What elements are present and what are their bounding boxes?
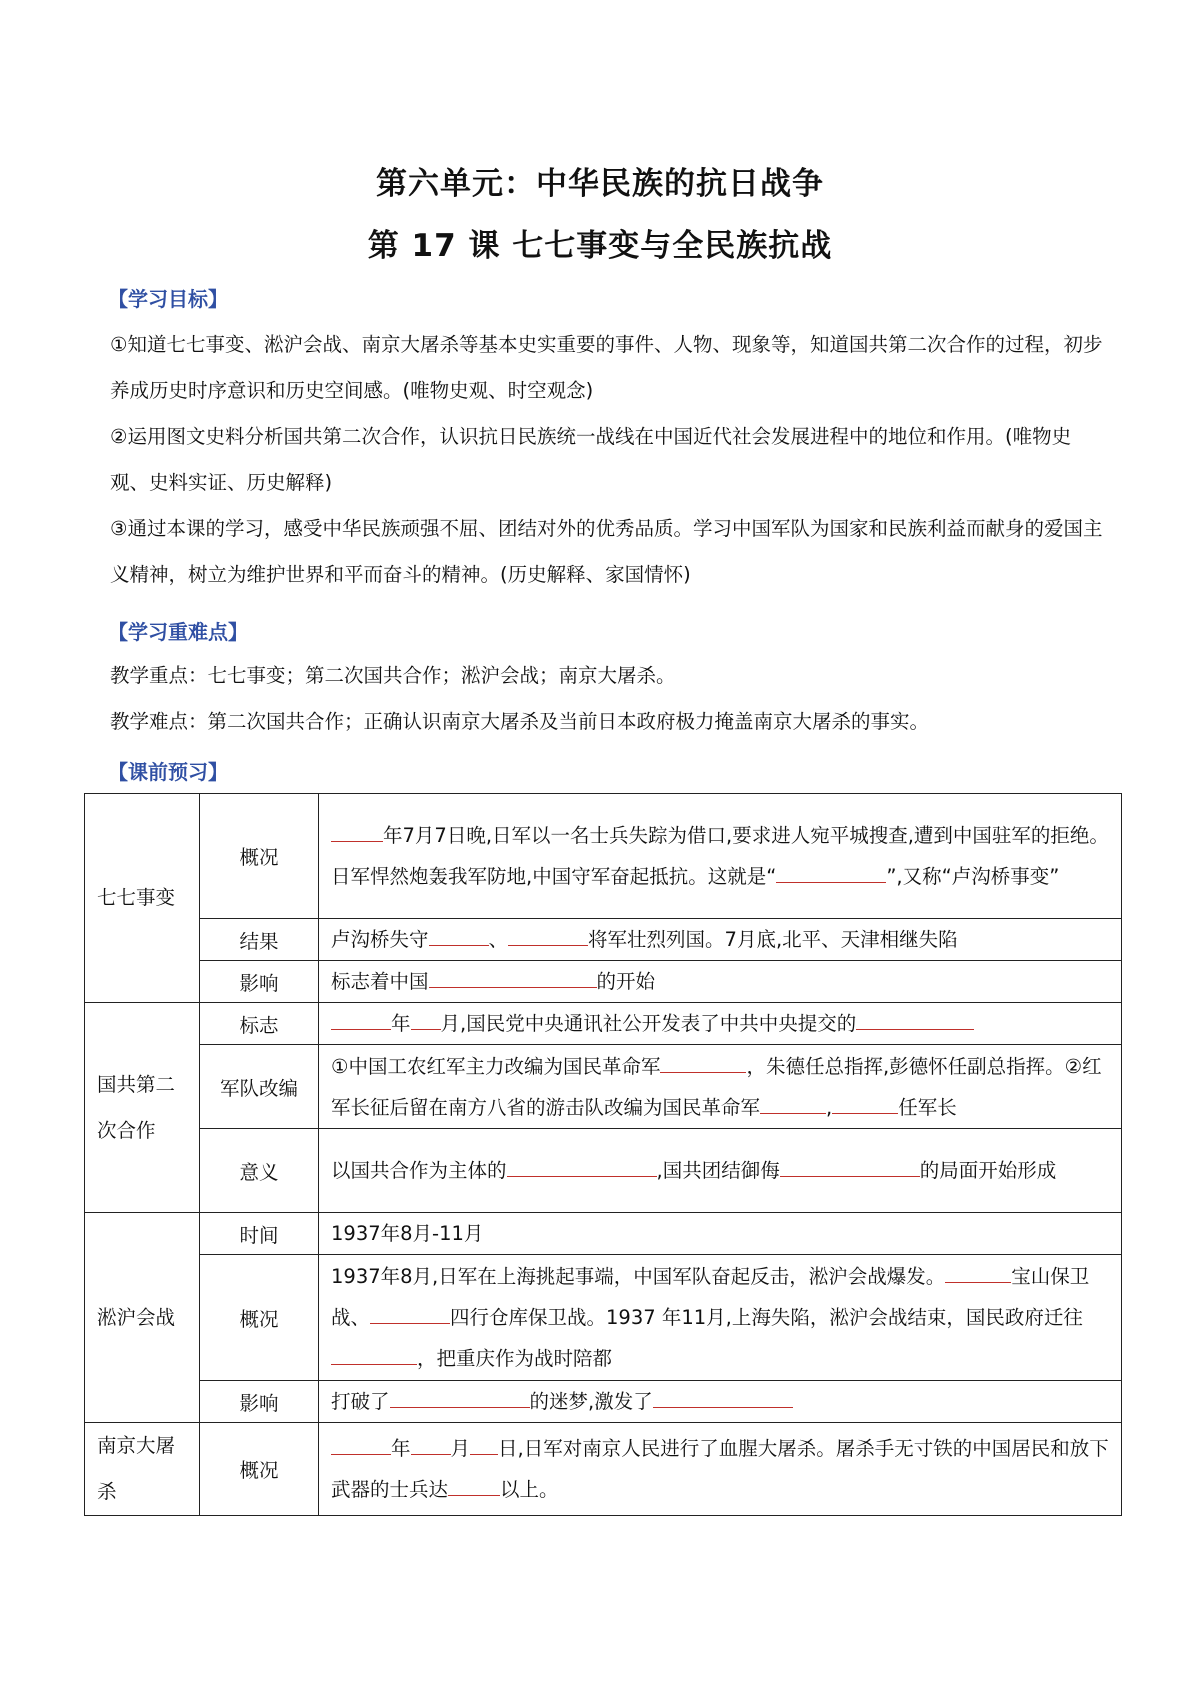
- row-category: 七七事变: [85, 794, 200, 1003]
- fill-blank[interactable]: [856, 1011, 974, 1030]
- fill-blank[interactable]: [470, 1436, 498, 1455]
- table-row: [85, 1213, 1122, 1255]
- row-subcategory: 标志: [200, 1003, 319, 1045]
- table-row: [85, 1045, 1122, 1129]
- teaching-difficulty: 教学难点：第二次国共合作；正确认识南京大屠杀及当前日本政府极力掩盖南京大屠杀的事实。: [110, 710, 930, 733]
- fill-blank[interactable]: [429, 927, 489, 946]
- row-content: 年 月,国民党中央通讯社公开发表了中共中央提交的: [319, 1003, 1122, 1045]
- row-subcategory: 影响: [200, 961, 319, 1003]
- fill-blank[interactable]: [945, 1264, 1011, 1283]
- row-content: 卢沟桥失守 、 将军壮烈列国。7月底,北平、天津相继失陷: [319, 919, 1122, 961]
- fill-blank[interactable]: [780, 1158, 920, 1177]
- row-content: 1937年8月-11月: [319, 1213, 1122, 1255]
- table-row: [85, 794, 1122, 919]
- fill-blank[interactable]: [331, 1436, 391, 1455]
- table-row: [85, 919, 1122, 961]
- row-content: 1937年8月,日军在上海挑起事端，中国军队奋起反击，淞沪会战爆发。 宝山保卫战、 四行仓库保卫战。1937 年11月,上海失陷，淞沪会战结束，国民政府迁往，把重庆作为战时陪都: [319, 1255, 1122, 1381]
- unit-title: 第六单元：中华民族的抗日战争: [376, 166, 824, 202]
- fill-blank[interactable]: [331, 823, 383, 842]
- row-category: 淞沪会战: [85, 1213, 200, 1423]
- fill-blank[interactable]: [832, 1095, 898, 1114]
- table-row: [85, 1129, 1122, 1213]
- objective-item-1: ①知道七七事变、淞沪会战、南京大屠杀等基本史实重要的事件、人物、现象等，知道国共第二次合作的过程，初步养成历史时序意识和历史空间感。(唯物史观、时空观念): [110, 333, 1103, 402]
- key-points-body: [110, 653, 1110, 745]
- row-subcategory: 军队改编: [200, 1045, 319, 1129]
- row-content: 打破了 的迷梦,激发了: [319, 1381, 1122, 1423]
- fill-blank[interactable]: [660, 1054, 746, 1073]
- row-content: ①中国工农红军主力改编为国民革命军 ，朱德任总指挥,彭德怀任副总指挥。②红军长征后留在南方八省的游击队改编为国民革命军 , 任军长: [319, 1045, 1122, 1129]
- fill-blank[interactable]: [411, 1436, 451, 1455]
- row-content: 以国共合作为主体的 ,国共团结御侮 的局面开始形成: [319, 1129, 1122, 1213]
- table-row: [85, 961, 1122, 1003]
- table-row: [85, 1255, 1122, 1381]
- objectives-list: [110, 322, 1110, 598]
- row-subcategory: 时间: [200, 1213, 319, 1255]
- row-subcategory: 概况: [200, 1423, 319, 1516]
- table-row: [85, 1381, 1122, 1423]
- row-category: 南京大屠杀: [85, 1423, 200, 1516]
- row-content: 标志着中国 的开始: [319, 961, 1122, 1003]
- fill-blank[interactable]: [760, 1095, 826, 1114]
- row-content: 年7月7日晚,日军以一名士兵失踪为借口,要求进人宛平城搜查,遭到中国驻军的拒绝。日军悍然炮轰我军防地,中国守军奋起抵抗。这就是“ ”,又称“卢沟桥事变”: [319, 794, 1122, 919]
- lesson-title: 第 17 课 七七事变与全民族抗战: [367, 228, 833, 264]
- row-subcategory: 意义: [200, 1129, 319, 1213]
- fill-blank[interactable]: [331, 1346, 417, 1365]
- objective-item-3: ③通过本课的学习，感受中华民族顽强不屈、团结对外的优秀品质。学习中国军队为国家和民族利益而献身的爱国主义精神，树立为维护世界和平而奋斗的精神。(历史解释、家国情怀): [110, 517, 1103, 586]
- row-category: 国共第二次合作: [85, 1003, 200, 1213]
- fill-blank[interactable]: [411, 1011, 441, 1030]
- row-subcategory: 影响: [200, 1381, 319, 1423]
- fill-blank[interactable]: [370, 1305, 450, 1324]
- row-subcategory: 结果: [200, 919, 319, 961]
- row-content: 年 月 日,日军对南京人民进行了血腥大屠杀。屠杀手无寸铁的中国居民和放下武器的士兵达 以上。: [319, 1423, 1122, 1516]
- table-row: [85, 1003, 1122, 1045]
- fill-blank[interactable]: [429, 969, 597, 988]
- fill-blank[interactable]: [507, 1158, 657, 1177]
- fill-blank[interactable]: [653, 1389, 793, 1408]
- row-subcategory: 概况: [200, 1255, 319, 1381]
- row-subcategory: 概况: [200, 794, 319, 919]
- fill-blank[interactable]: [448, 1477, 500, 1496]
- key-points-heading: 【学习重难点】: [108, 620, 248, 644]
- fill-blank[interactable]: [390, 1389, 530, 1408]
- fill-blank[interactable]: [508, 927, 588, 946]
- objective-item-2: ②运用图文史料分析国共第二次合作，认识抗日民族统一战线在中国近代社会发展进程中的地位和作用。(唯物史观、史料实证、历史解释): [110, 425, 1072, 494]
- preview-table: [84, 793, 1122, 1516]
- fill-blank[interactable]: [776, 864, 886, 883]
- preview-heading: 【课前预习】: [108, 760, 228, 784]
- teaching-focus: 教学重点：七七事变；第二次国共合作；淞沪会战；南京大屠杀。: [110, 664, 676, 687]
- objectives-heading: 【学习目标】: [108, 287, 228, 311]
- fill-blank[interactable]: [331, 1011, 391, 1030]
- table-row: [85, 1423, 1122, 1516]
